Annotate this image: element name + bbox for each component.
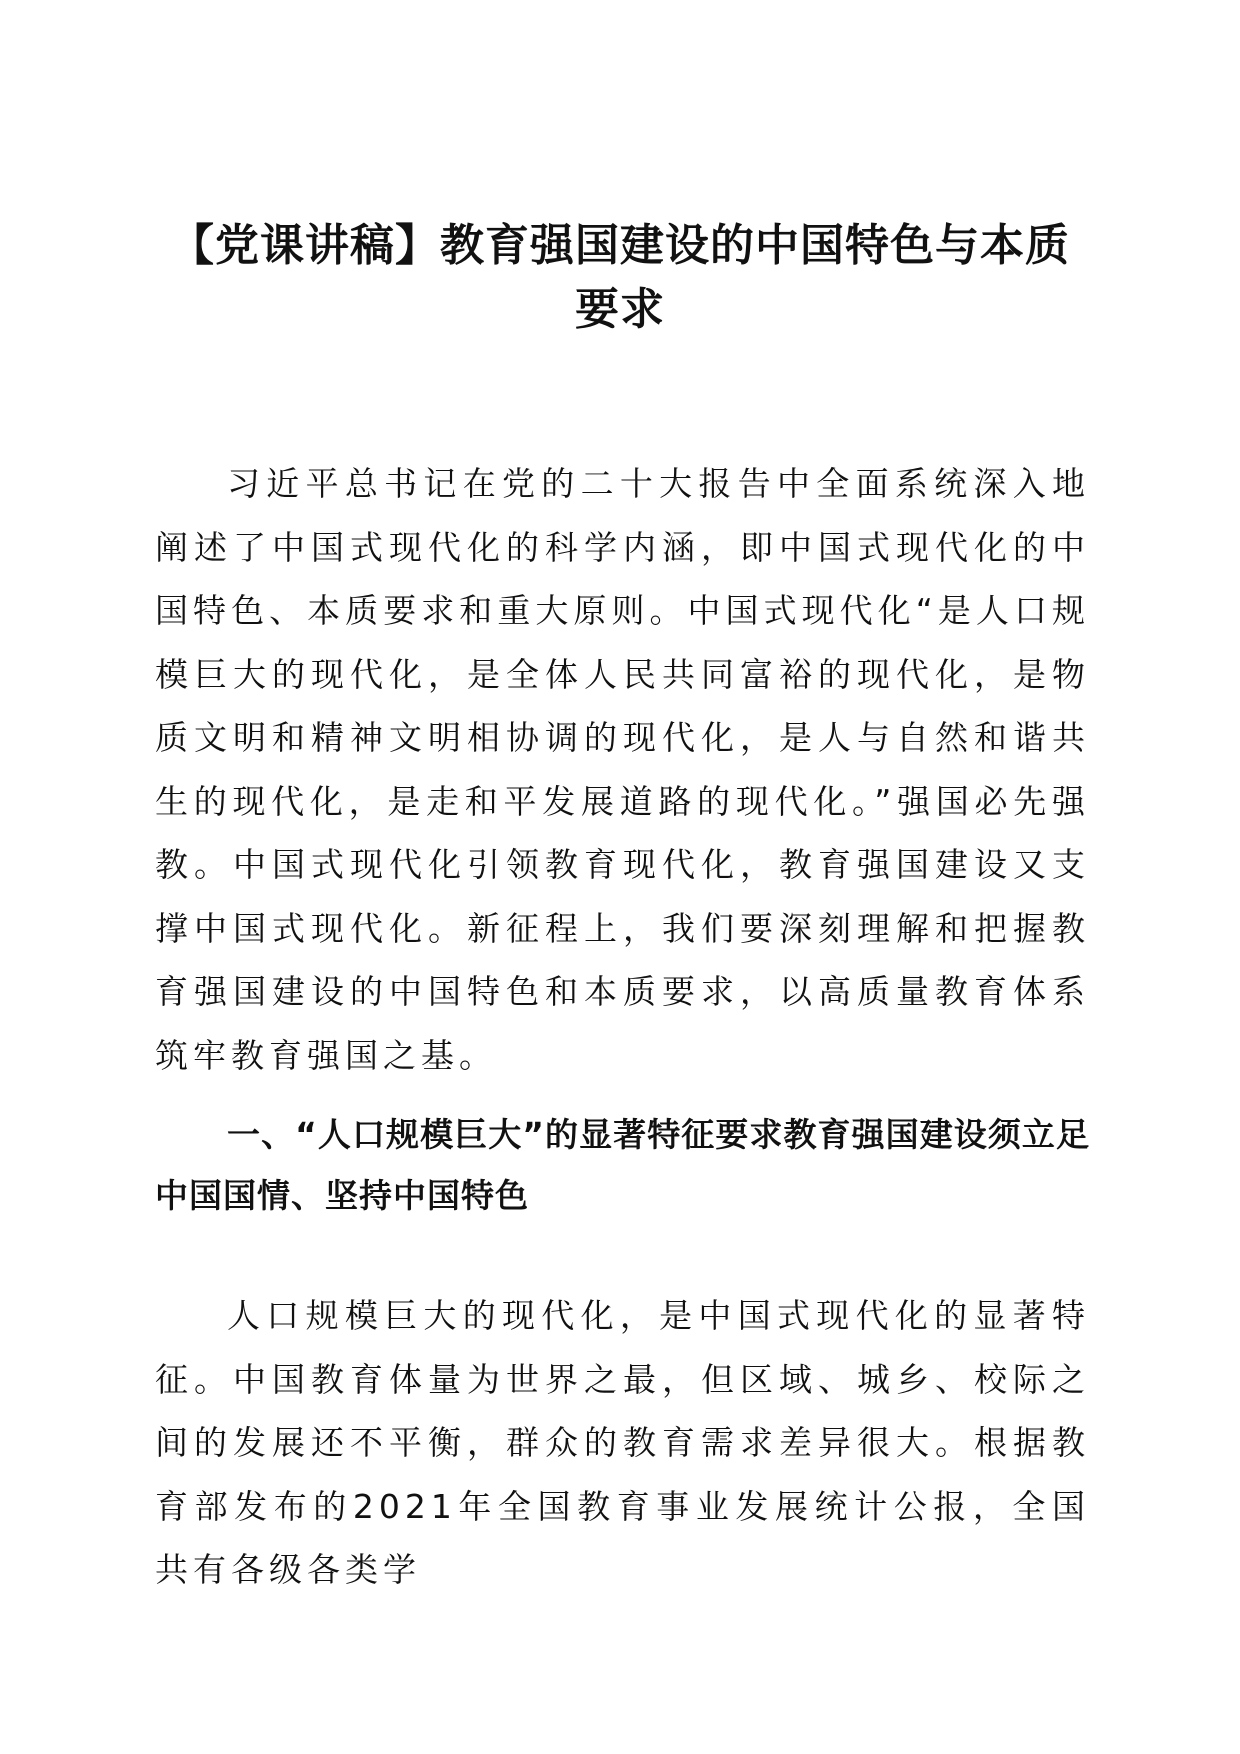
section-heading: 一、“人口规模巨大”的显著特征要求教育强国建设须立足中国国情、坚持中国特色 [155,1115,1090,1215]
document-title: 【党课讲稿】教育强国建设的中国特色与本质要求 [170,220,1070,335]
section-paragraph: 人口规模巨大的现代化，是中国式现代化的显著特征。中国教育体量为世界之最，但区域、城乡、校际之间的发展还不平衡，群众的教育需求差异很大。根据教育部发布的2021年全国教育事业发展统计公报，全国共有各级各类学 [155,1296,1090,1589]
intro-paragraph: 习近平总书记在党的二十大报告中全面系统深入地阐述了中国式现代化的科学内涵，即中国式现代化的中国特色、本质要求和重大原则。中国式现代化“是人口规模巨大的现代化，是全体人民共同富裕的现代化，是物质文明和精神文明相协调的现代化，是人与自然和谐共生的现代化，是走和平发展道路的现代化。”强国必先强教。中国式现代化引领教育现代化，教育强国建设又支撑中国式现代化。新征程上，我们要深刻理解和把握教育强国建设的中国特色和本质要求，以高质量教育体系筑牢教育强国之基。 [155,464,1090,1075]
